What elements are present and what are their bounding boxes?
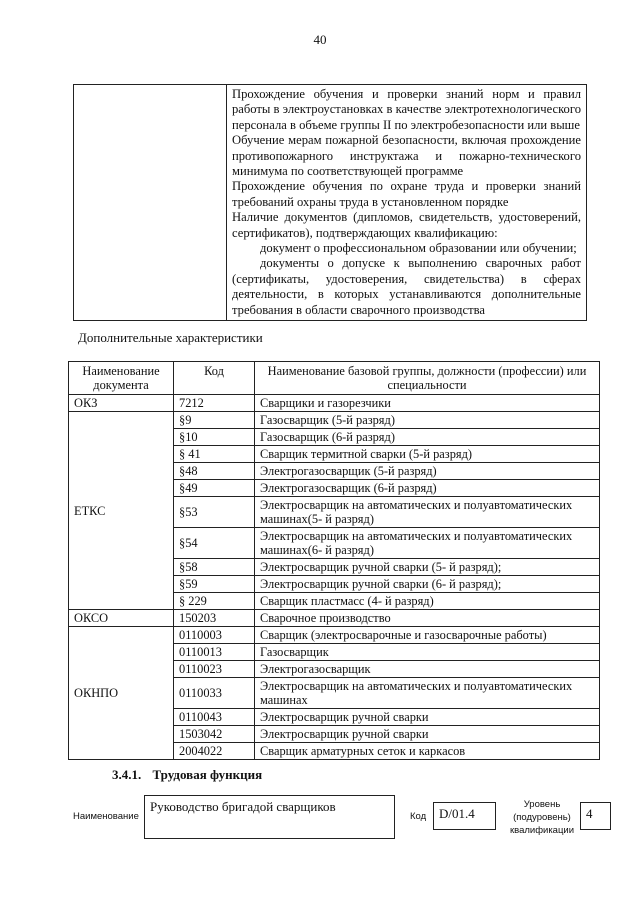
- function-name-value: Руководство бригадой сварщиков: [150, 799, 336, 814]
- code-cell: 0110003: [174, 627, 255, 644]
- group-name-cell: Электросварщик ручной сварки (5- й разряд);: [255, 559, 600, 576]
- code-cell: 0110033: [174, 678, 255, 709]
- requirements-cell: [227, 85, 587, 321]
- code-label: Код: [410, 811, 427, 822]
- group-name-cell: Газосварщик: [255, 644, 600, 661]
- group-name-cell: Электрогазосварщик: [255, 661, 600, 678]
- code-cell: §54: [174, 528, 255, 559]
- document-name-cell: ОКЗ: [69, 395, 174, 412]
- code-cell: §53: [174, 497, 255, 528]
- level-label: [507, 798, 577, 837]
- code-cell: § 229: [174, 593, 255, 610]
- group-name-cell: Сварщик (электросварочные и газосварочные работы): [255, 627, 600, 644]
- group-name-cell: Сварочное производство: [255, 610, 600, 627]
- section-title: Трудовая функция: [152, 767, 263, 782]
- requirement-item: документ о профессиональном образовании или обучении;: [260, 241, 577, 256]
- header-code: Код: [174, 362, 255, 395]
- requirements-table: [73, 84, 587, 321]
- group-name-cell: Электросварщик на автоматических и полуавтоматических машинах(6- й разряд): [255, 528, 600, 559]
- name-label: Наименование: [73, 811, 139, 822]
- code-cell: §49: [174, 480, 255, 497]
- requirement-item: документы о допуске к выполнению сварочных работ (сертификаты, удостоверения, свидетельства) в сферах деятельности, в которых устанавливаются дополнительные требования в области сварочного производства: [232, 256, 581, 317]
- section-heading: [112, 767, 262, 783]
- code-cell: 0110043: [174, 709, 255, 726]
- group-name-cell: Электрогазосварщик (6-й разряд): [255, 480, 600, 497]
- function-code-box: [433, 802, 496, 830]
- document-name-cell: ЕТКС: [69, 412, 174, 610]
- page-number: 40: [313, 32, 327, 47]
- code-cell: §9: [174, 412, 255, 429]
- group-name-cell: Электросварщик ручной сварки: [255, 709, 600, 726]
- code-cell: §59: [174, 576, 255, 593]
- code-cell: § 41: [174, 446, 255, 463]
- group-name-cell: Электросварщик ручной сварки: [255, 726, 600, 743]
- section-number: 3.4.1.: [112, 767, 142, 782]
- code-cell: 2004022: [174, 743, 255, 760]
- level-value: 4: [586, 806, 593, 821]
- group-name-cell: Электросварщик ручной сварки (6- й разряд);: [255, 576, 600, 593]
- group-name-cell: Газосварщик (6-й разряд): [255, 429, 600, 446]
- level-box: [580, 802, 611, 830]
- level-label-line: Уровень: [523, 799, 561, 810]
- table-header-row: [69, 362, 600, 395]
- group-name-cell: Сварщик термитной сварки (5-й разряд): [255, 446, 600, 463]
- group-name-cell: Газосварщик (5-й разряд): [255, 412, 600, 429]
- requirement-item: Прохождение обучения и проверки знаний норм и правил работы в электроустановках в качестве электротехнологического персонала в объеме группы II по электробезопасности или выше: [232, 87, 581, 132]
- group-name-cell: Сварщик пластмасс (4- й разряд): [255, 593, 600, 610]
- table-row: [69, 395, 600, 412]
- document-name-cell: ОКНПО: [69, 627, 174, 760]
- document-name-cell: ОКСО: [69, 610, 174, 627]
- code-cell: 0110013: [174, 644, 255, 661]
- function-name-box: [144, 795, 395, 839]
- code-cell: 0110023: [174, 661, 255, 678]
- table-row: [69, 412, 600, 429]
- table-row: [69, 627, 600, 644]
- code-cell: 150203: [174, 610, 255, 627]
- group-name-cell: Электросварщик на автоматических и полуавтоматических машинах: [255, 678, 600, 709]
- group-name-cell: Электросварщик на автоматических и полуавтоматических машинах(5- й разряд): [255, 497, 600, 528]
- level-label-line: (подуровень): [513, 812, 571, 823]
- table-row: [69, 610, 600, 627]
- code-cell: 1503042: [174, 726, 255, 743]
- code-cell: §58: [174, 559, 255, 576]
- requirements-label-cell: [74, 85, 227, 321]
- header-document: Наименование документа: [69, 362, 174, 395]
- group-name-cell: Сварщик арматурных сеток и каркасов: [255, 743, 600, 760]
- group-name-cell: Электрогазосварщик (5-й разряд): [255, 463, 600, 480]
- characteristics-table: [68, 361, 600, 760]
- code-cell: §10: [174, 429, 255, 446]
- function-code-value: D/01.4: [439, 806, 475, 821]
- requirement-item: Наличие документов (дипломов, свидетельств, удостоверений, сертификатов), подтверждающих квалификацию:: [232, 210, 581, 240]
- code-cell: §48: [174, 463, 255, 480]
- level-label-line: квалификации: [509, 825, 575, 836]
- requirement-item: Прохождение обучения по охране труда и проверки знаний требований охраны труда в установленном порядке: [232, 179, 581, 209]
- code-cell: 7212: [174, 395, 255, 412]
- requirement-item: Обучение мерам пожарной безопасности, включая прохождение противопожарного инструктажа и пожарно-технического минимума по соответствующей программе: [232, 133, 581, 179]
- header-name: Наименование базовой группы, должности (профессии) или специальности: [255, 362, 600, 395]
- additional-characteristics-title: Дополнительные характеристики: [78, 330, 263, 345]
- group-name-cell: Сварщики и газорезчики: [255, 395, 600, 412]
